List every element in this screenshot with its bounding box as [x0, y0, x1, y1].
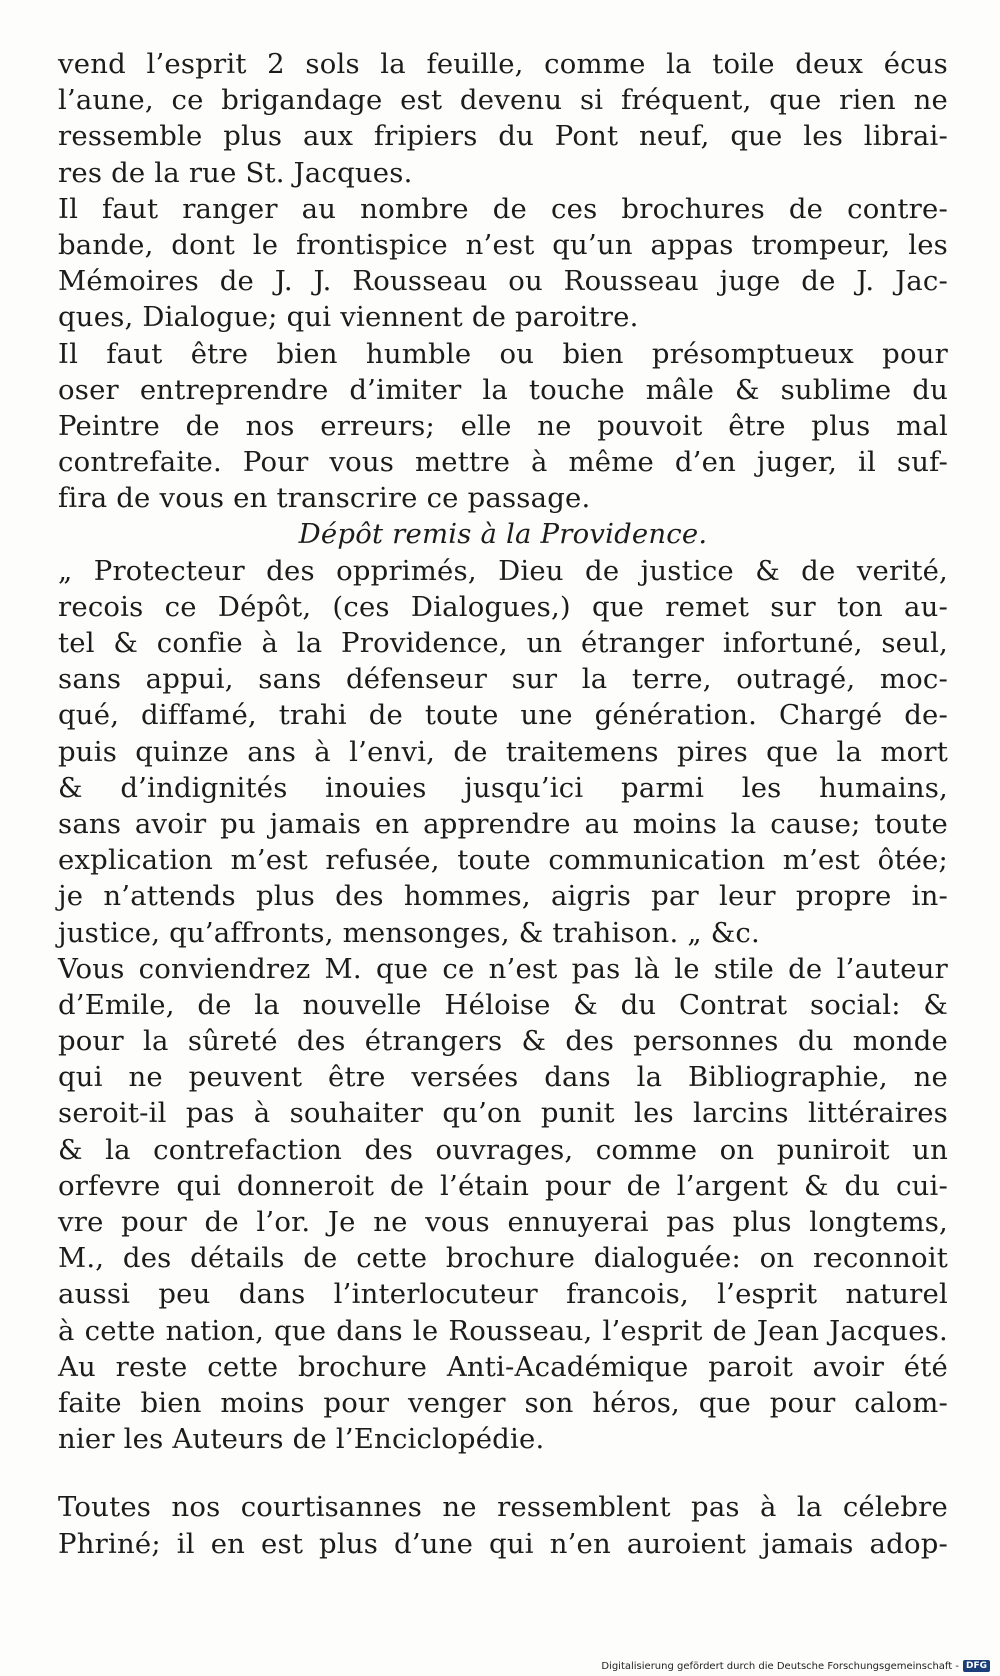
text-line: „ Protecteur des opprimés, Dieu de justice & de verité,	[58, 554, 948, 587]
text-line: Vous conviendrez M. que ce n’est pas là le stile de l’auteur	[58, 952, 948, 985]
text-line: tel & confie à la Providence, un étranger infortuné, seul,	[58, 627, 948, 659]
text-line: nier les Auteurs de l’Enciclopédie.	[58, 1423, 545, 1456]
text-line: fira de vous en transcrire ce passage.	[58, 482, 591, 515]
text-line: puis quinze ans à l’envi, de traitemens pires que la mort	[58, 735, 948, 768]
text-line: Peintre de nos erreurs; elle ne pouvoit être plus mal	[58, 409, 948, 442]
text-line: & la contrefaction des ouvrages, comme on puniroit un	[58, 1133, 948, 1166]
text-line: orfevre qui donneroit de l’étain pour de l’argent & du cui-	[58, 1169, 948, 1202]
text-line: recois ce Dépôt, (ces Dialogues,) que remet sur ton au-	[58, 590, 948, 623]
text-line: ressemble plus aux fripiers du Pont neuf, que les librai-	[58, 120, 948, 153]
text-line: ques, Dialogue; qui viennent de paroitre.	[58, 301, 639, 334]
text-line: explication m’est refusée, toute communication m’est ôtée;	[58, 844, 948, 877]
text-line: qué, diffamé, trahi de toute une génération. Chargé de-	[58, 699, 948, 732]
text-line: aussi peu dans l’interlocuteur francois, l’esprit naturel	[58, 1278, 948, 1311]
text-line: Au reste cette brochure Anti-Académique paroit avoir été	[58, 1350, 948, 1383]
text-line: sans appui, sans défenseur sur la terre, outragé, moc-	[58, 663, 948, 696]
text-line: Mémoires de J. J. Rousseau ou Rousseau juge de J. Jac-	[58, 265, 948, 298]
digitization-footer	[601, 1660, 990, 1672]
dfg-logo: DFG	[963, 1660, 990, 1672]
text-line: justice, qu’affronts, mensonges, & trahison. „ &c.	[58, 916, 760, 949]
text-line: à cette nation, que dans le Rousseau, l’esprit de Jean Jacques.	[58, 1314, 948, 1347]
text-line: M., des détails de cette brochure dialoguée: on reconnoit	[58, 1242, 948, 1275]
text-line: je n’attends plus des hommes, aigris par leur propre in-	[58, 880, 948, 913]
text-line: d’Emile, de la nouvelle Héloise & du Contrat social: &	[58, 988, 948, 1021]
page-text	[58, 46, 948, 1562]
text-line: bande, dont le frontispice n’est qu’un appas trompeur, les	[58, 228, 948, 261]
footer-text: Digitalisierung gefördert durch die Deutsche Forschungsgemeinschaft -	[601, 1660, 959, 1672]
text-line: Toutes nos courtisannes ne ressemblent pas à la célebre	[58, 1491, 948, 1524]
text-line: l’aune, ce brigandage est devenu si fréquent, que rien ne	[58, 84, 948, 117]
text-line: res de la rue St. Jacques.	[58, 156, 413, 189]
text-line: vre pour de l’or. Je ne vous ennuyerai pas plus longtems,	[58, 1206, 948, 1238]
text-line: Il faut être bien humble ou bien présomptueux pour	[58, 337, 948, 370]
text-line: vend l’esprit 2 sols la feuille, comme la toile deux écus	[58, 48, 948, 80]
text-line: sans avoir pu jamais en apprendre au moins la cause; toute	[58, 807, 948, 840]
text-line: & d’indignités inouies jusqu’ici parmi les humains,	[58, 771, 948, 804]
text-line: qui ne peuvent être versées dans la Bibliographie, ne	[58, 1061, 948, 1094]
paragraph-gap	[58, 1457, 948, 1489]
text-line: faite bien moins pour venger son héros, que pour calom-	[58, 1386, 948, 1419]
text-line: pour la sûreté des étrangers & des personnes du monde	[58, 1025, 948, 1058]
text-line: oser entreprendre d’imiter la touche mâle & sublime du	[58, 373, 948, 406]
text-line: contrefaite. Pour vous mettre à même d’en juger, il suf-	[58, 446, 948, 479]
text-line: seroit-il pas à souhaiter qu’on punit les larcins littéraires	[58, 1097, 948, 1130]
text-line: Il faut ranger au nombre de ces brochures de contre-	[58, 192, 948, 225]
section-heading: Dépôt remis à la Providence.	[298, 518, 708, 551]
text-line: Phriné; il en est plus d’une qui n’en auroient jamais adop-	[58, 1527, 948, 1560]
